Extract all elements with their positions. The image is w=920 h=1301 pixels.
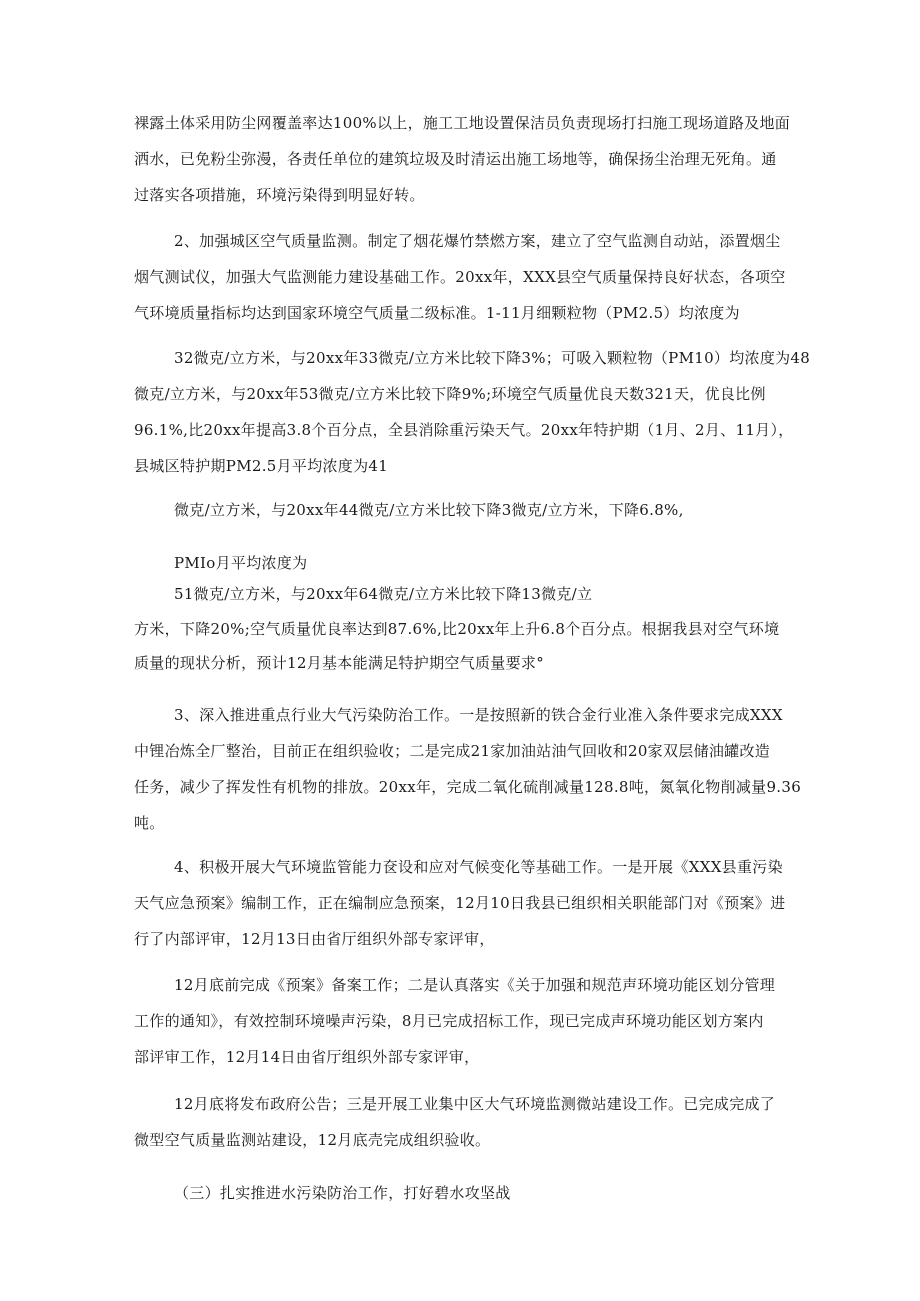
text-line: 洒水，已免粉尘弥漫，各责任单位的建筑垃圾及时清运出施工场地等，确保扬尘治理无死角。通 (134, 150, 777, 168)
paragraph-regulatory-capacity (134, 857, 814, 949)
text-line: 天气应急预案》编制工作，正在编制应急预案，12月10日我县已组织相关职能部门对《预案》进 (134, 894, 786, 912)
text-line: 51微克/立方米，与20xx年64微克/立方米比较下降13微克/立 (174, 585, 593, 603)
section-heading-water-pollution: （三）扎实推进水污染防治工作，打好碧水攻坚战 (174, 1184, 511, 1202)
text-line: 12月底将发布政府公告；三是开展工业集中区大气环境监测微站建设工作。已完成完成了 (174, 1095, 776, 1113)
text-line: 过落实各项措施，环境污染得到明显好转。 (134, 186, 425, 204)
paragraph-dust-control (134, 113, 814, 205)
text-line: 2、加强城区空气质量监测。制定了烟花爆竹禁燃方案，建立了空气监测自动站，添置烟尘 (174, 232, 781, 250)
text-line: 12月底前完成《预案》备案工作；二是认真落实《关于加强和规范声环境功能区划分管理 (174, 976, 776, 994)
paragraph-pm25-decline: 微克/立方米，与20xx年44微克/立方米比较下降3微克/立方米，下降6.8%, (174, 501, 684, 519)
text-line: 3、深入推进重点行业大气污染防治工作。一是按照新的铁合金行业准入条件要求完成XXX (174, 706, 783, 724)
text-line: 烟气测试仪，加强大气监测能力建设基础工作。20xx年，XXX县空气质量保持良好状态，各项空 (134, 268, 786, 286)
text-line: 微型空气质量监测站建设，12月底壳完成组织验收。 (134, 1131, 491, 1149)
text-line: 任务，减少了挥发性有机物的排放。20xx年，完成二氧化硫削减量128.8吨，氮氧化物削减量9.36 (134, 778, 802, 796)
text-line: 微克/立方米，与20xx年53微克/立方米比较下降9%;环境空气质量优良天数321天，优良比例 (134, 385, 766, 403)
paragraph-air-monitoring (134, 231, 814, 323)
text-line: 行了内部评审，12月13日由省厅组织外部专家评审， (134, 930, 495, 948)
text-line: 4、积极开展大气环境监管能力奁设和应对气候变化等基础工作。一是开展《XXX县重污染 (174, 858, 783, 876)
text-line: 32微克/立方米，与20xx年33微克/立方米比较下降3%；可吸入颗粒物（PM10）均浓度为48 (174, 349, 811, 367)
paragraph-pm-statistics (134, 348, 814, 476)
paragraph-noise-zoning (134, 975, 814, 1067)
text-line: 气环境质量指标均达到国家环境空气质量二级标准。1-11月细颗粒物（PM2.5）均浓度为 (134, 304, 740, 322)
paragraph-key-industry (134, 705, 814, 833)
text-line: 工作的通知》，有效控制环境噪声污染，8月已完成招标工作，现已完成声环境功能区划方案内 (134, 1012, 764, 1030)
text-line: 吨。 (134, 814, 165, 832)
text-line: 裸露土体采用防尘网覆盖率达100%以上，施工工地设置保洁员负责现场打扫施工现场道路及地面 (134, 114, 791, 132)
text-line: 中锂冶炼全厂整治，目前正在组织验收；二是完成21家加油站油气回收和20家双层储油罐改造 (134, 742, 771, 760)
text-line: 县城区特护期PM2.5月平均浓度为41 (134, 457, 389, 475)
paragraph-microstation (134, 1094, 814, 1150)
text-line: 方米，下降20%;空气质量优良率达到87.6%,比20xx年上升6.8个百分点。根据我县对空气环境 (134, 620, 780, 638)
text-line-pm10-label: PMIo月平均浓度为 (174, 554, 308, 572)
text-line: 质量的现状分析，预计12月基本能满足特护期空气质量要求° (134, 654, 544, 672)
text-line: 96.1%,比20xx年提高3.8个百分点，全县消除重污染天气。20xx年特护期（1月、2月、11月）， (134, 421, 794, 439)
text-line: 部评审工作，12月14日由省厅组织外部专家评审， (134, 1048, 480, 1066)
